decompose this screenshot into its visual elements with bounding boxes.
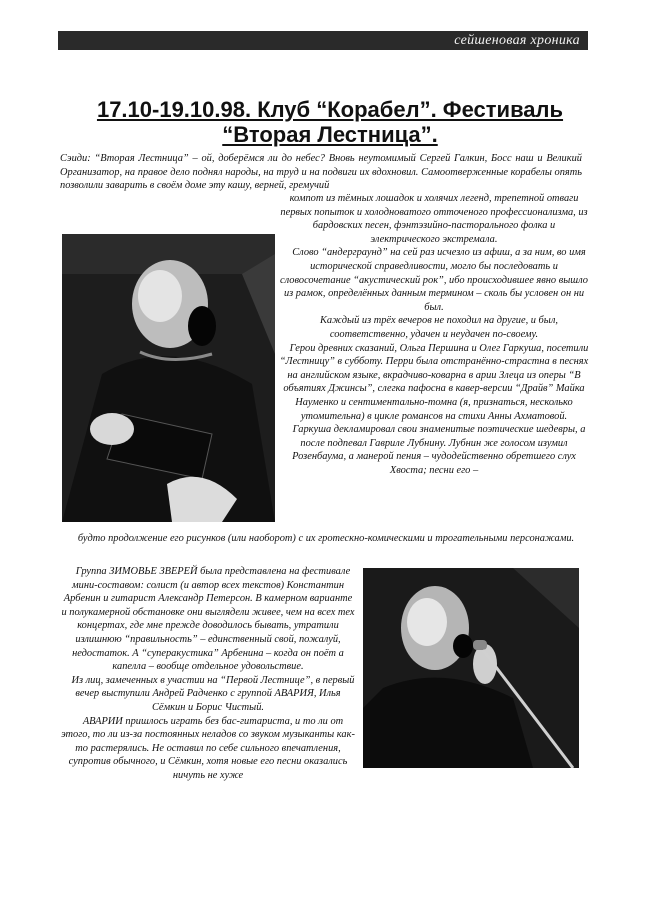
- column-text-left: [60, 565, 356, 783]
- col1-paragraph-3: Каждый из трёх вечеров не походил на другие, и был, соответственно, удачен и неудачен по-своему.: [320, 315, 558, 340]
- col2-paragraph-2: Из лиц, замеченных в участии на “Первой Лестнице”, в первый вечер выступили Андрей Радченко с группой АВАРИЯ, Илья Сёмкин и Борис Чистый.: [71, 674, 355, 713]
- headline-line-1: 17.10-19.10.98. Клуб “Корабел”. Фестиваль: [96, 97, 564, 122]
- headline-line-2: “Вторая Лестница”.: [222, 122, 438, 147]
- col2-paragraph-1: Группа ЗИМОВЬЕ ЗВЕРЕЙ была представлена на фестивале мини-составом: солист (и автор всех текстов) Константин Арбенин и гитарист Александр Петерсон. В камерном варианте и полукамерной обстановке они выглядели живее, чем на всех тех концертах, где мне прежде доводилось бывать, утратили излишнюю “правильность” – единственный свой, пожалуй, недостаток. А “суперакустика” Арбенина – когда он поёт а капелла – вообще отдельное удовольствие.: [61, 566, 355, 673]
- col1-paragraph-1: компот из тёмных лошадок и холячих легенд, трепетной отваги первых попыток и холодноватого отточеного профессионализма, из бардовских песен, фэнтэзийно-пасторального фолка и электрического экстремала.: [280, 193, 588, 245]
- col1-paragraph-4: Герои древних сказаний, Ольга Першина и Олег Гаркуша, посетили “Лестницу” в субботу. Перри была отстранённо-страстна в песнях на английском языке, вкрадчиво-коварна в арии Злеца из оперы “В объятиях Джинсы”, слегка пафосна в кавер-версии “Драйв” Майка Науменко и сентиментально-томна (я, признаться, несколько утомительна) в цикле романсов на стихи Анны Ахматовой.: [279, 342, 589, 422]
- intro-paragraph: Сэиди: “Вторая Лестница” – ой, доберёмся ли до небес? Вновь неутомимый Сергей Галкин, Босс наш и Великий Организатор, на правое дело поднял народы, на труд и на подвиги их вдохновил. Самоотверженные корабелы опять позволили заварить в своём доме эту кашу, верней, гремучий: [60, 153, 582, 192]
- article-headline: [60, 97, 600, 147]
- section-label: сейшеновая хроника: [454, 33, 580, 48]
- col1-paragraph-2: Слово “андерграунд” на сей раз исчезло из афиш, а за ним, во имя исторической справедливости, могло бы последовать и словосочетание “акустический рок”, ибо происходившее явно вышло из рамок, определённых данным термином – сколь бы условен он ни был.: [280, 247, 588, 313]
- col1-paragraph-5: Гаркуша декламировал свои знаменитые поэтические шедевры, а после подпевал Гавриле Лубнину. Лубнин же голосом изумил Розенбаума, а манерой пения – чудодейственно обретшего слух Хвоста; песни его –: [292, 424, 586, 476]
- full-width-continuation: будто продолжение его рисунков (или наоборот) с их гротескно-комическими и трогательными персонажами.: [77, 533, 575, 544]
- col2-paragraph-3: АВАРИИ пришлось играть без бас-гитариста, и то ли от этого, то ли из-за постоянных неладов со звуком музыканты как-то растерялись. Не оставил по себе сильного впечатления, супротив обычного, и Сёмкин, хотя новые его песни оказались ничуть не хуже: [61, 715, 355, 781]
- photo-singer-microphone-image: [363, 568, 579, 768]
- column-text-right: [278, 192, 590, 477]
- section-header-band: [58, 31, 588, 50]
- photo-singer-microphone: [363, 568, 579, 768]
- photo-performer-reading: [62, 234, 275, 522]
- photo-performer-reading-image: [62, 234, 275, 522]
